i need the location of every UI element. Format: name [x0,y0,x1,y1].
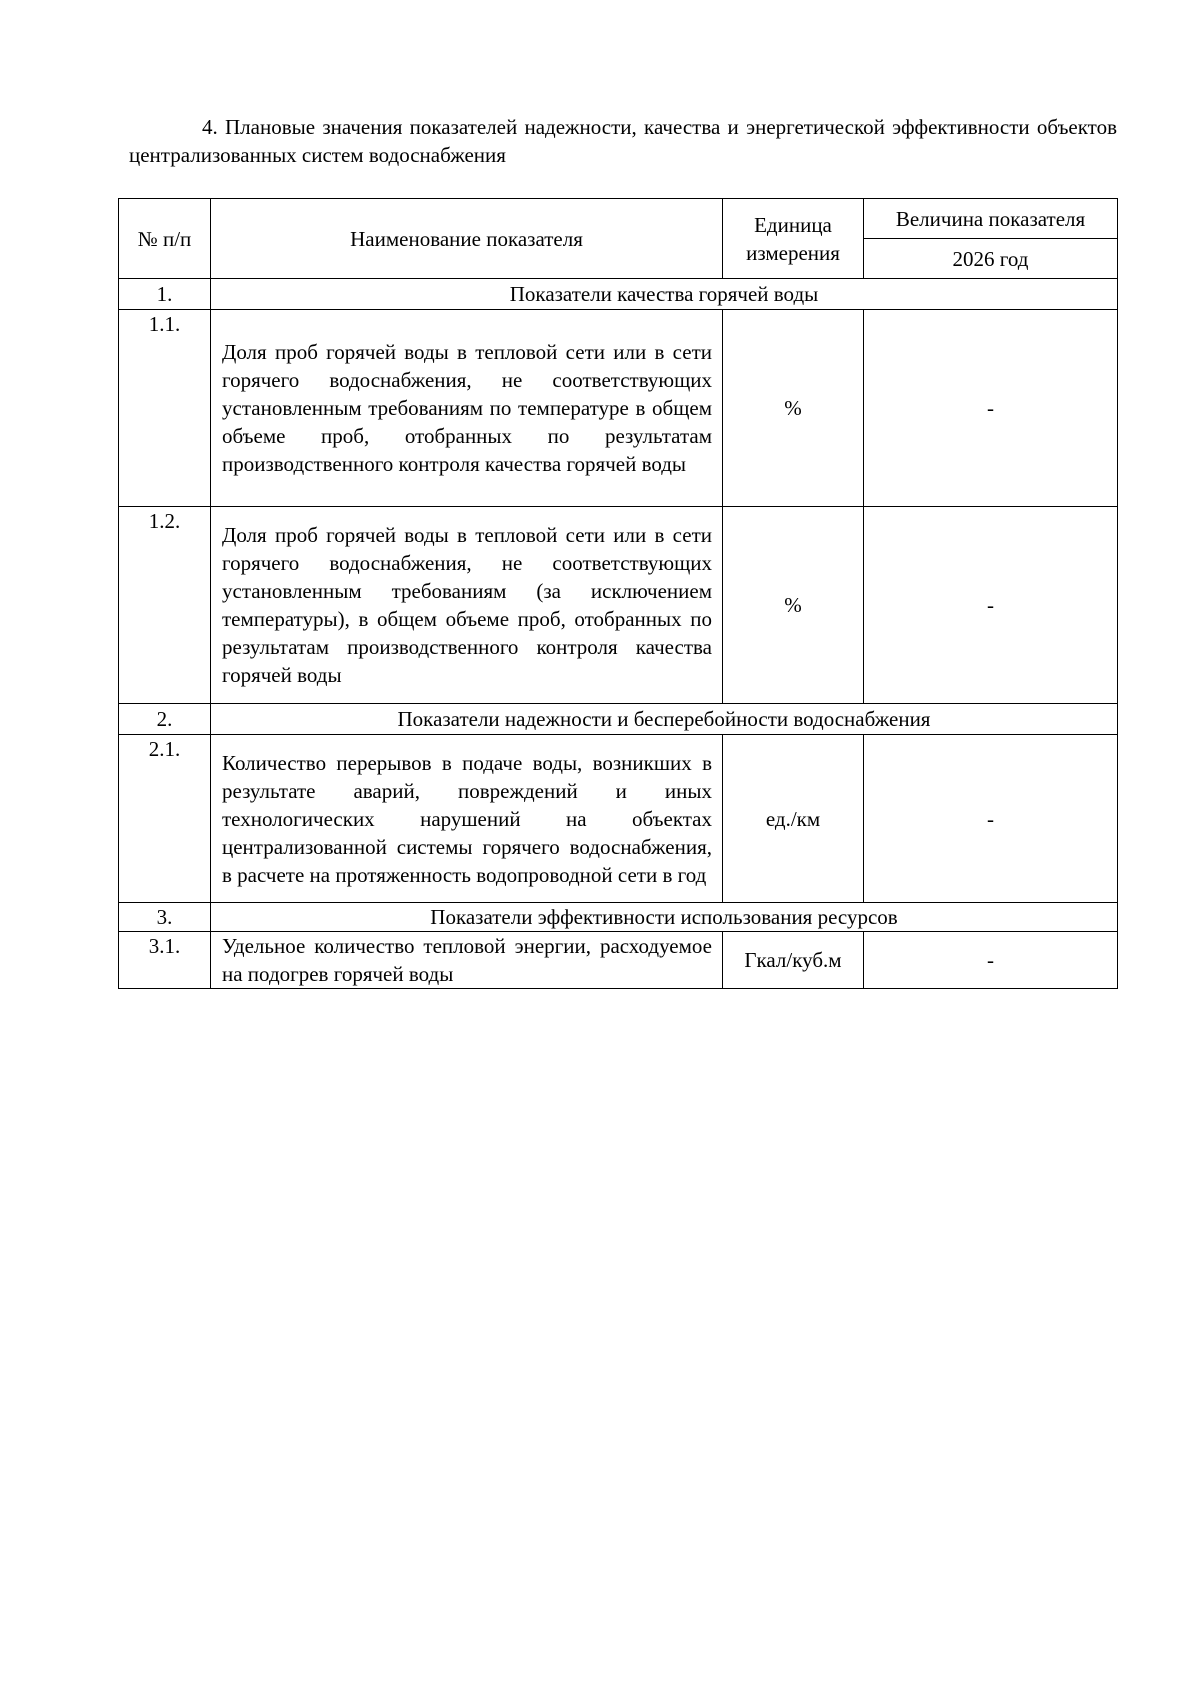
row-value: - [864,735,1118,903]
row-unit: Гкал/куб.м [723,932,864,989]
section-num: 1. [119,279,211,310]
table-row [119,507,1118,704]
section-title: Показатели надежности и бесперебойности водоснабжения [211,704,1118,735]
header-name: Наименование показателя [211,199,723,279]
row-unit: ед./км [723,735,864,903]
section-num: 3. [119,903,211,932]
header-value-group: Величина показателя [864,199,1118,239]
row-num: 3.1. [119,932,211,989]
section-row [119,279,1118,310]
table-row [119,310,1118,507]
row-num: 2.1. [119,735,211,903]
row-unit: % [723,507,864,704]
indicators-table [118,198,1118,989]
section-title: Показатели качества горячей воды [211,279,1118,310]
section-num: 2. [119,704,211,735]
section-title: Показатели эффективности использования ресурсов [211,903,1118,932]
row-name: Количество перерывов в подаче воды, возникших в результате аварий, повреждений и иных технологических нарушений на объектах централизованной системы горячего водоснабжения, в расчете на протяженность водопроводной сети в год [211,735,723,903]
header-unit: Единица измерения [723,199,864,279]
row-value: - [864,932,1118,989]
table-row [119,735,1118,903]
header-year: 2026 год [864,239,1118,279]
row-name: Удельное количество тепловой энергии, расходуемое на подогрев горячей воды [211,932,723,989]
table-row [119,932,1118,989]
row-name: Доля проб горячей воды в тепловой сети или в сети горячего водоснабжения, не соответствующих установленным требованиям по температуре в общем объеме проб, отобранных по результатам производственного контроля качества горячей воды [211,310,723,507]
row-name: Доля проб горячей воды в тепловой сети или в сети горячего водоснабжения, не соответствующих установленным требованиям (за исключением температуры), в общем объеме проб, отобранных по результатам производственного контроля качества горячей воды [211,507,723,704]
section-heading: 4. Плановые значения показателей надежности, качества и энергетической эффективности объектов централизованных систем водоснабжения [129,115,1117,167]
row-value: - [864,310,1118,507]
row-value: - [864,507,1118,704]
section-row [119,704,1118,735]
row-unit: % [723,310,864,507]
row-num: 1.2. [119,507,211,704]
header-num: № п/п [119,199,211,279]
section-row [119,903,1118,932]
row-num: 1.1. [119,310,211,507]
